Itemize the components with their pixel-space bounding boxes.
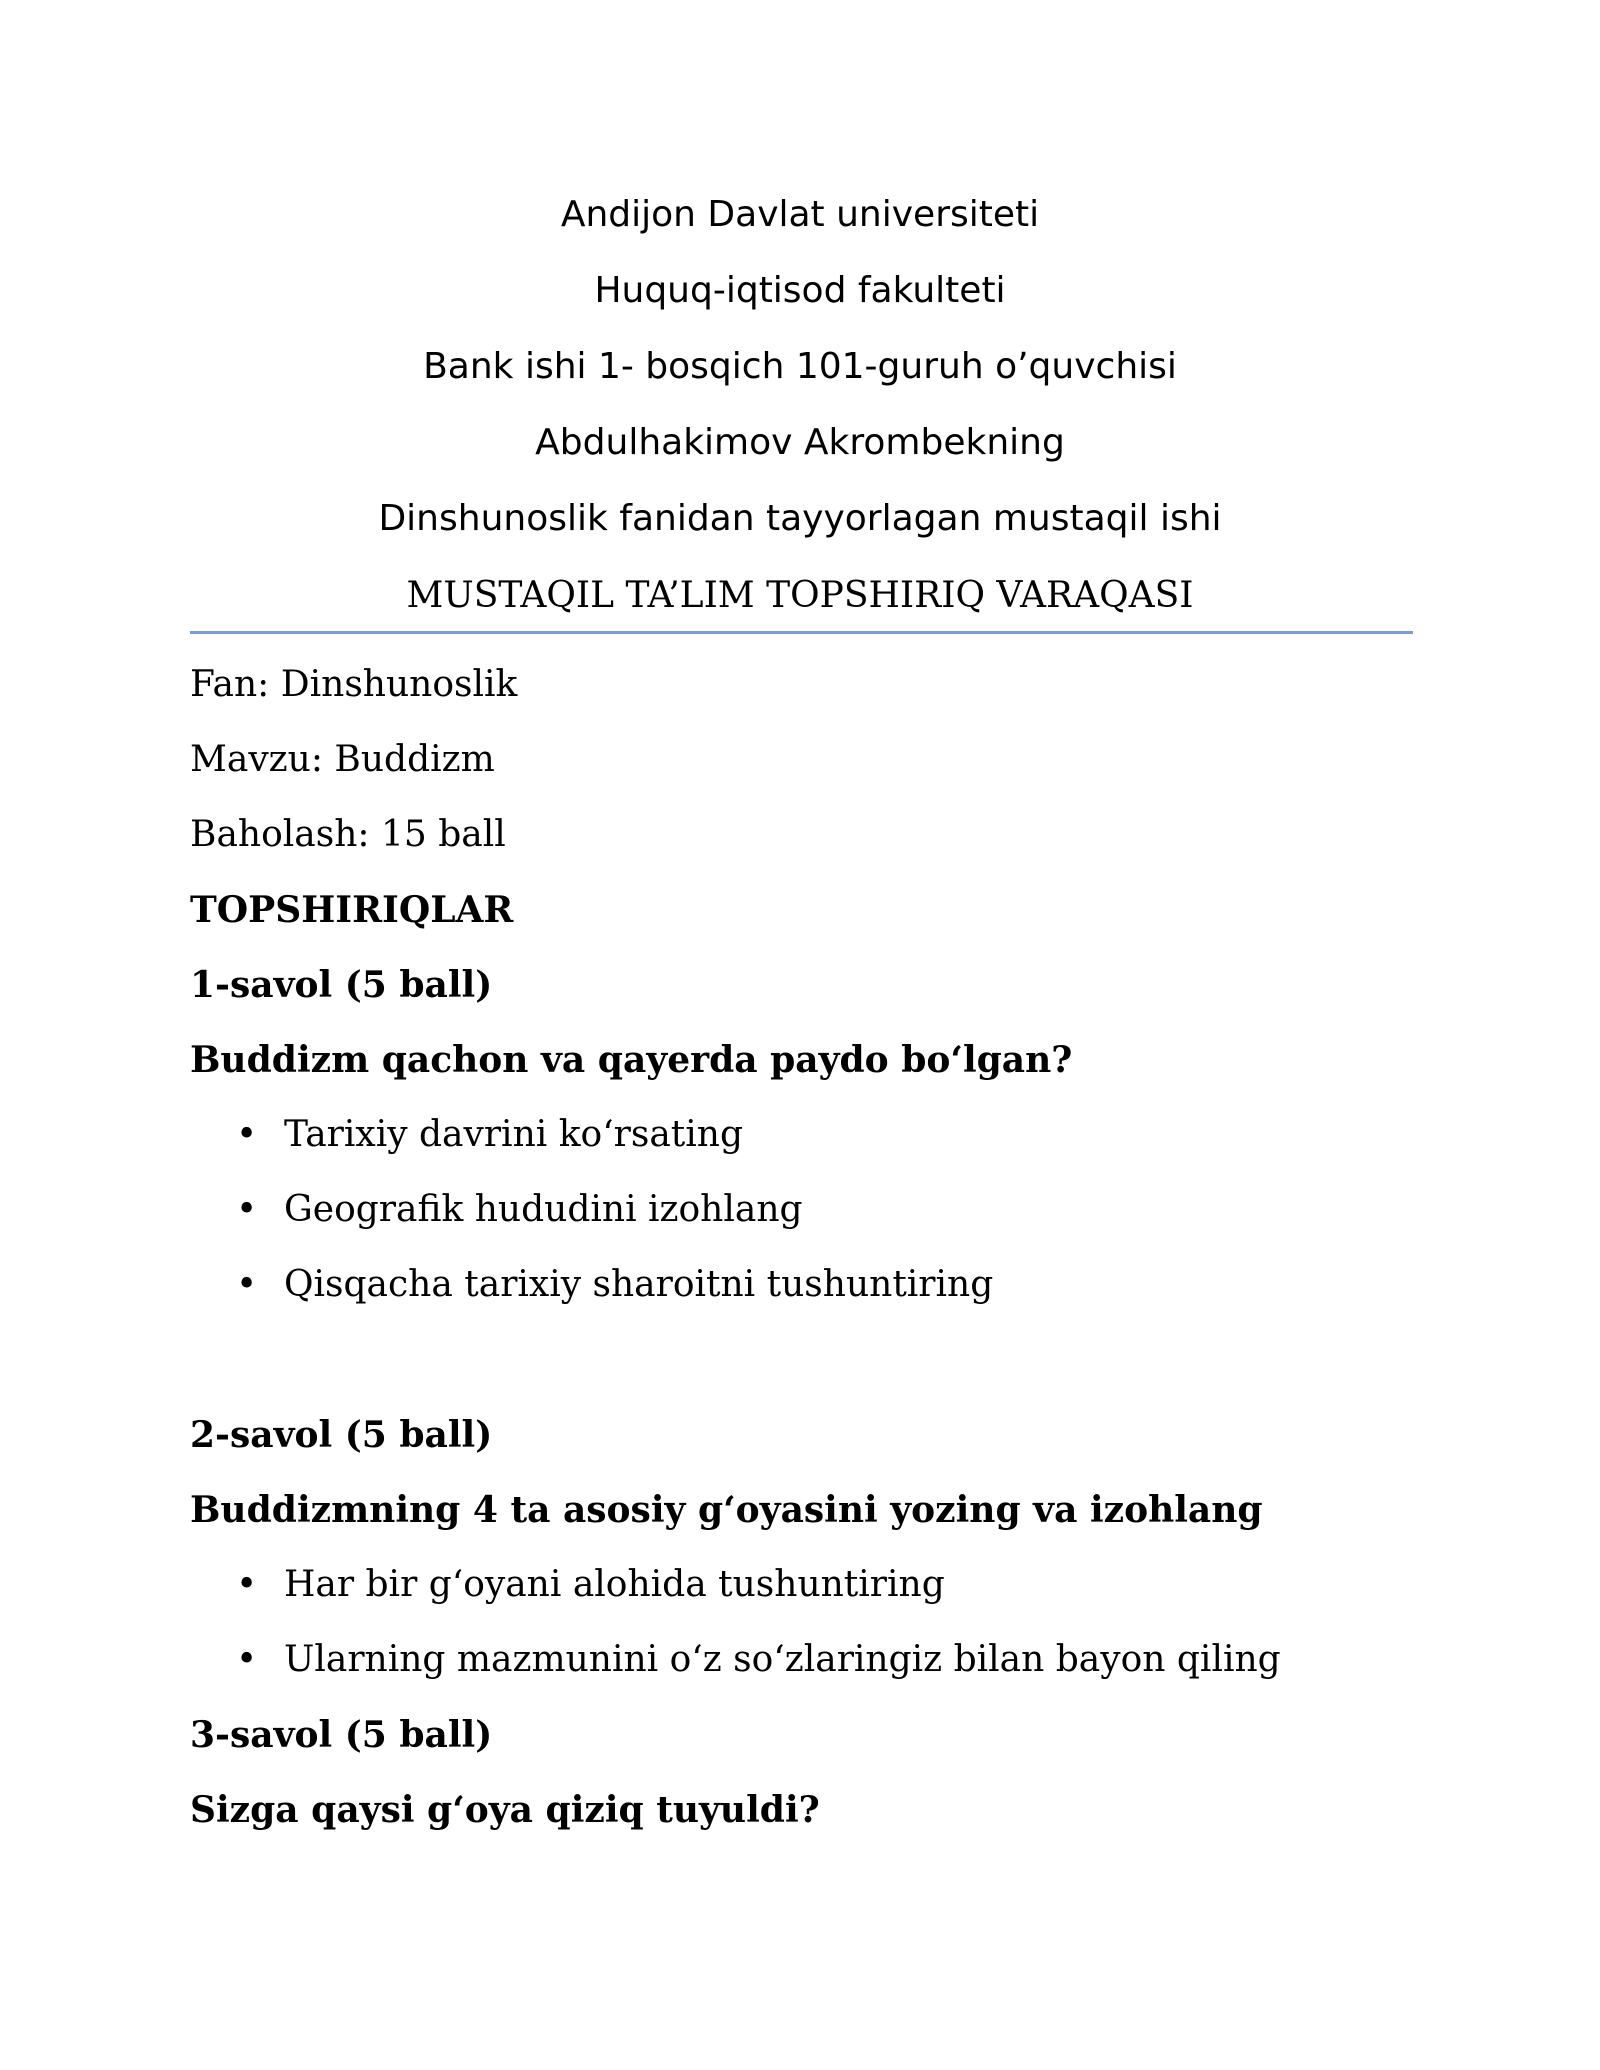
grading-line: Baholash: 15 ball bbox=[190, 814, 506, 855]
list-item-text: Qisqacha tarixiy sharoitni tushuntiring bbox=[284, 1264, 994, 1305]
bullet-icon: • bbox=[236, 1114, 258, 1155]
title-underline bbox=[190, 631, 1413, 634]
document-body bbox=[190, 655, 1420, 1855]
list-item bbox=[190, 1180, 1420, 1255]
list-item-text: Geografik hududini izohlang bbox=[284, 1189, 803, 1230]
list-item bbox=[190, 1630, 1420, 1705]
question-1-text: Buddizm qachon va qayerda paydo bo‘lgan? bbox=[190, 1039, 1073, 1081]
question-1-label: 1-savol (5 ball) bbox=[190, 964, 493, 1006]
bullet-icon: • bbox=[236, 1639, 258, 1680]
topic-line: Mavzu: Buddizm bbox=[190, 739, 495, 780]
bullet-icon: • bbox=[236, 1264, 258, 1305]
work-description: Dinshunoslik fanidan tayyorlagan mustaqil ishi bbox=[378, 498, 1222, 539]
document-title: MUSTAQIL TA’LIM TOPSHIRIQ VARAQASI bbox=[406, 575, 1194, 616]
list-item bbox=[190, 1555, 1420, 1630]
question-2-label: 2-savol (5 ball) bbox=[190, 1414, 493, 1456]
bullet-icon: • bbox=[236, 1564, 258, 1605]
list-item bbox=[190, 1255, 1420, 1330]
university-name: Andijon Davlat universiteti bbox=[560, 194, 1040, 235]
subject-line: Fan: Dinshunoslik bbox=[190, 664, 518, 705]
list-item bbox=[190, 1105, 1420, 1180]
faculty-name: Huquq-iqtisod fakulteti bbox=[594, 270, 1006, 311]
student-group: Bank ishi 1- bosqich 101-guruh o’quvchisi bbox=[423, 346, 1177, 387]
question-3-text: Sizga qaysi g‘oya qiziq tuyuldi? bbox=[190, 1789, 820, 1831]
bullet-icon: • bbox=[236, 1189, 258, 1230]
list-item-text: Ularning mazmunini o‘z so‘zlaringiz bilan bayon qiling bbox=[284, 1639, 1281, 1680]
question-2-text: Buddizmning 4 ta asosiy g‘oyasini yozing va izohlang bbox=[190, 1489, 1263, 1531]
list-item-text: Tarixiy davrini ko‘rsating bbox=[284, 1114, 743, 1155]
tasks-heading: TOPSHIRIQLAR bbox=[190, 889, 514, 931]
question-3-label: 3-savol (5 ball) bbox=[190, 1714, 493, 1756]
student-name: Abdulhakimov Akrombekning bbox=[535, 422, 1065, 463]
document-header bbox=[0, 183, 1600, 563]
paragraph-spacer bbox=[190, 1330, 1420, 1405]
list-item-text: Har bir g‘oyani alohida tushuntiring bbox=[284, 1564, 945, 1605]
